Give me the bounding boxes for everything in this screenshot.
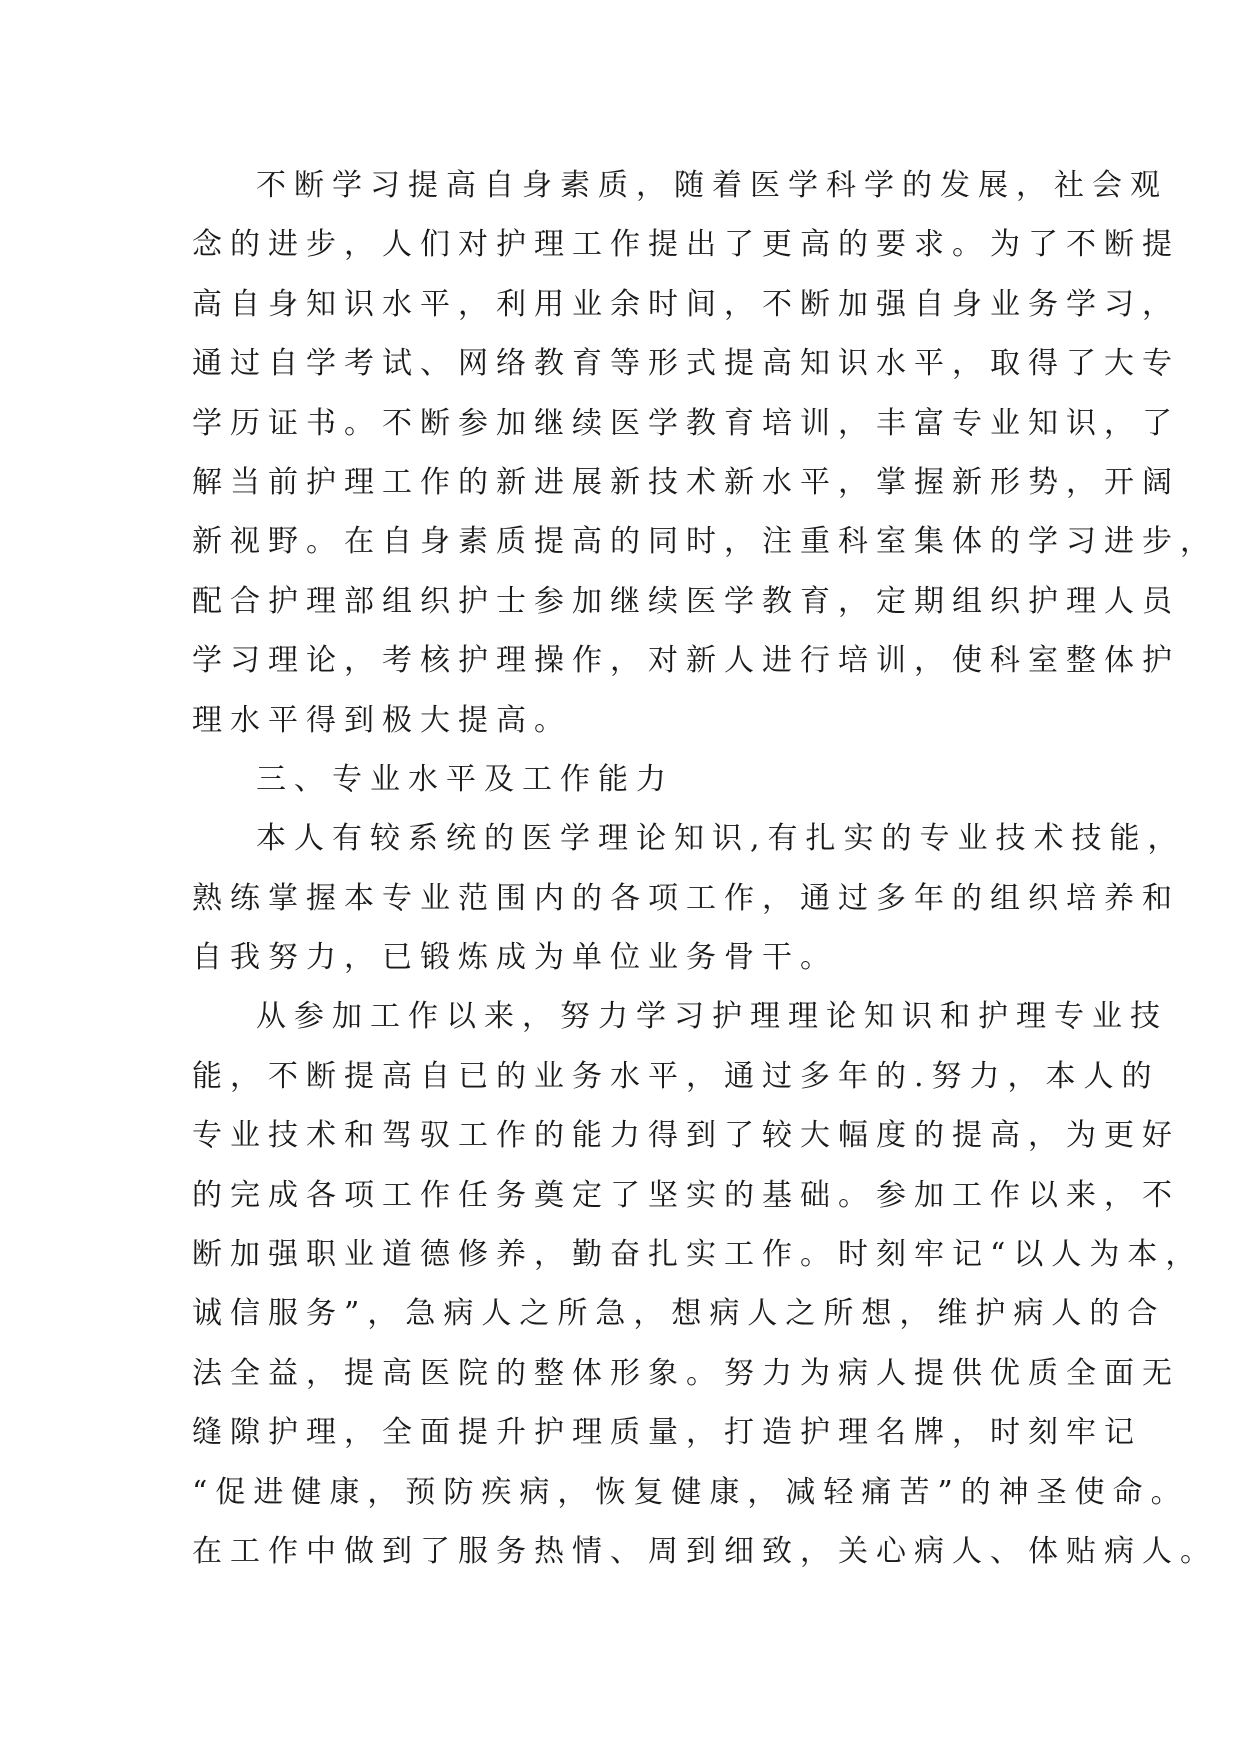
paragraph-line: 不断学习提高自身素质，随着医学科学的发展，社会观 — [256, 168, 1168, 203]
paragraph-line: 学历证书。不断参加继续医学教育培训，丰富专业知识，了 — [192, 405, 1180, 441]
paragraph-line: 解当前护理工作的新进展新技术新水平，掌握新形势，开阔 — [192, 464, 1180, 500]
paragraph-line: 能，不断提高自已的业务水平，通过多年的.努力，本人的 — [192, 1058, 1160, 1094]
paragraph-line: 通过自学考试、网络教育等形式提高知识水平，取得了大专 — [192, 346, 1180, 382]
paragraph-line: 法全益，提高医院的整体形象。努力为病人提供优质全面无 — [192, 1355, 1180, 1391]
paragraph-line: 诚信服务”，急病人之所急，想病人之所想，维护病人的合 — [192, 1296, 1166, 1332]
paragraph-line: 的完成各项工作任务奠定了坚实的基础。参加工作以来，不 — [192, 1177, 1180, 1213]
paragraph-line: 配合护理部组织护士参加继续医学教育，定期组织护理人员 — [192, 583, 1180, 619]
paragraph-line: 本人有较系统的医学理论知识,有扎实的专业技术技能， — [256, 821, 1186, 857]
paragraph-line: 理水平得到极大提高。 — [192, 702, 572, 738]
paragraph-line: 熟练掌握本专业范围内的各项工作，通过多年的组织培养和 — [192, 880, 1180, 916]
paragraph-line: 新视野。在自身素质提高的同时，注重科室集体的学习进步， — [192, 524, 1218, 560]
paragraph-line: 自我努力，已锻炼成为单位业务骨干。 — [192, 940, 838, 976]
section-heading: 三、专业水平及工作能力 — [256, 761, 674, 797]
paragraph-line: 学习理论，考核护理操作，对新人进行培训，使科室整体护 — [192, 643, 1180, 679]
paragraph-line: 断加强职业道德修养，勤奋扎实工作。时刻牢记“以人为本， — [192, 1237, 1204, 1273]
paragraph-line: 专业技术和驾驭工作的能力得到了较大幅度的提高，为更好 — [192, 1118, 1180, 1154]
paragraph-line: 在工作中做到了服务热情、周到细致，关心病人、体贴病人。 — [192, 1533, 1218, 1569]
paragraph-line: 缝隙护理，全面提升护理质量，打造护理名牌，时刻牢记 — [192, 1415, 1142, 1451]
paragraph-line: 从参加工作以来，努力学习护理理论知识和护理专业技 — [256, 999, 1168, 1035]
paragraph-line: 高自身知识水平，利用业余时间，不断加强自身业务学习， — [192, 286, 1180, 322]
paragraph-line: “促进健康，预防疾病，恢复健康，减轻痛苦”的神圣使命。 — [192, 1474, 1189, 1510]
paragraph-line: 念的进步，人们对护理工作提出了更高的要求。为了不断提 — [192, 227, 1180, 263]
document-body — [192, 156, 1218, 1581]
